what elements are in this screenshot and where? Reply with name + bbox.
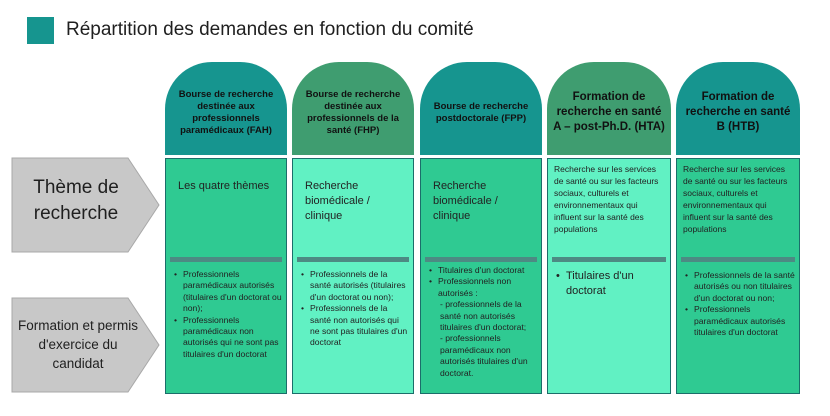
column-header-fpp-label: Bourse de recherche postdoctorale (FPP) — [433, 100, 529, 124]
row-divider — [425, 257, 537, 262]
theme-text-hta: Recherche sur les services de santé ou sur les facteurs sociaux, culturels et environnementaux qui influent sur la santé des populations — [554, 164, 659, 234]
column-header-fpp — [420, 62, 542, 155]
column-header-hta-label: Formation de recherche en santé A – post-Ph.D. (HTA) — [553, 91, 665, 133]
list-sub-item: - professionnels paramédicaux non autorisés titulaires d'un doctorat. — [440, 333, 528, 378]
theme-text-htb: Recherche sur les services de santé ou sur les facteurs sociaux, culturels et environnementaux qui influent sur la santé des populations — [683, 164, 788, 234]
training-section-fhp — [299, 269, 409, 349]
column-header-htb-label: Formation de recherche en santé B (HTB) — [685, 91, 791, 133]
row-divider — [170, 257, 282, 262]
list-item — [427, 276, 537, 379]
training-section-fpp — [427, 265, 537, 379]
list-item: • Professionnels de la santé autorisés ou non titulaires d'un doctorat ou non; — [683, 270, 795, 304]
theme-text-fhp: Recherche biomédicale / clinique — [305, 180, 370, 222]
list-item: • Professionnels de la santé non autorisés qui ne sont pas titulaires d'un doctorat — [299, 303, 409, 349]
list-item: • Professionnels paramédicaux autorisés titulaires d'un doctorat — [683, 304, 795, 338]
column-body-fpp — [420, 158, 542, 394]
column-body-fah — [165, 158, 287, 394]
training-section-htb — [683, 270, 795, 338]
column-body-hta — [547, 158, 671, 394]
list-item-text: Professionnels non autorisés : — [438, 276, 512, 298]
column-header-fah-label: Bourse de recherche destinée aux professionnels paramédicaux (FAH) — [178, 88, 274, 136]
row-divider — [552, 257, 666, 262]
column-header-fhp-label: Bourse de recherche destinée aux professionnels de la santé (FHP) — [305, 88, 401, 136]
list-item: • Professionnels paramédicaux non autorisés qui ne sont pas titulaires d'un doctorat — [172, 315, 282, 361]
list-item: • Professionnels paramédicaux autorisés (titulaires d'un doctorat ou non); — [172, 269, 282, 315]
training-section-fah — [172, 269, 282, 360]
column-header-fhp — [292, 62, 414, 155]
list-item: • Professionnels de la santé autorisés (titulaires d'un doctorat ou non); — [299, 269, 409, 303]
column-header-htb — [676, 62, 800, 155]
legend-square — [27, 17, 54, 44]
page-title: Répartition des demandes en fonction du comité — [66, 19, 474, 40]
list-item: • Titulaires d'un doctorat — [554, 269, 666, 299]
training-section-hta — [554, 269, 666, 299]
row-divider — [297, 257, 409, 262]
row-label-theme: Thème de recherche — [33, 177, 119, 224]
row-divider — [681, 257, 795, 262]
theme-text-fah: Les quatre thèmes — [178, 180, 270, 192]
column-body-htb — [676, 158, 800, 394]
column-header-hta — [547, 62, 671, 155]
list-sub-item: - professionnels de la santé non autorisés titulaires d'un doctorat; — [440, 299, 527, 333]
theme-text-fpp: Recherche biomédicale / clinique — [433, 180, 498, 222]
column-body-fhp — [292, 158, 414, 394]
list-item: • Titulaires d'un doctorat — [427, 265, 537, 276]
column-header-fah — [165, 62, 287, 155]
row-label-training: Formation et permis d'exercice du candidat — [17, 318, 139, 371]
